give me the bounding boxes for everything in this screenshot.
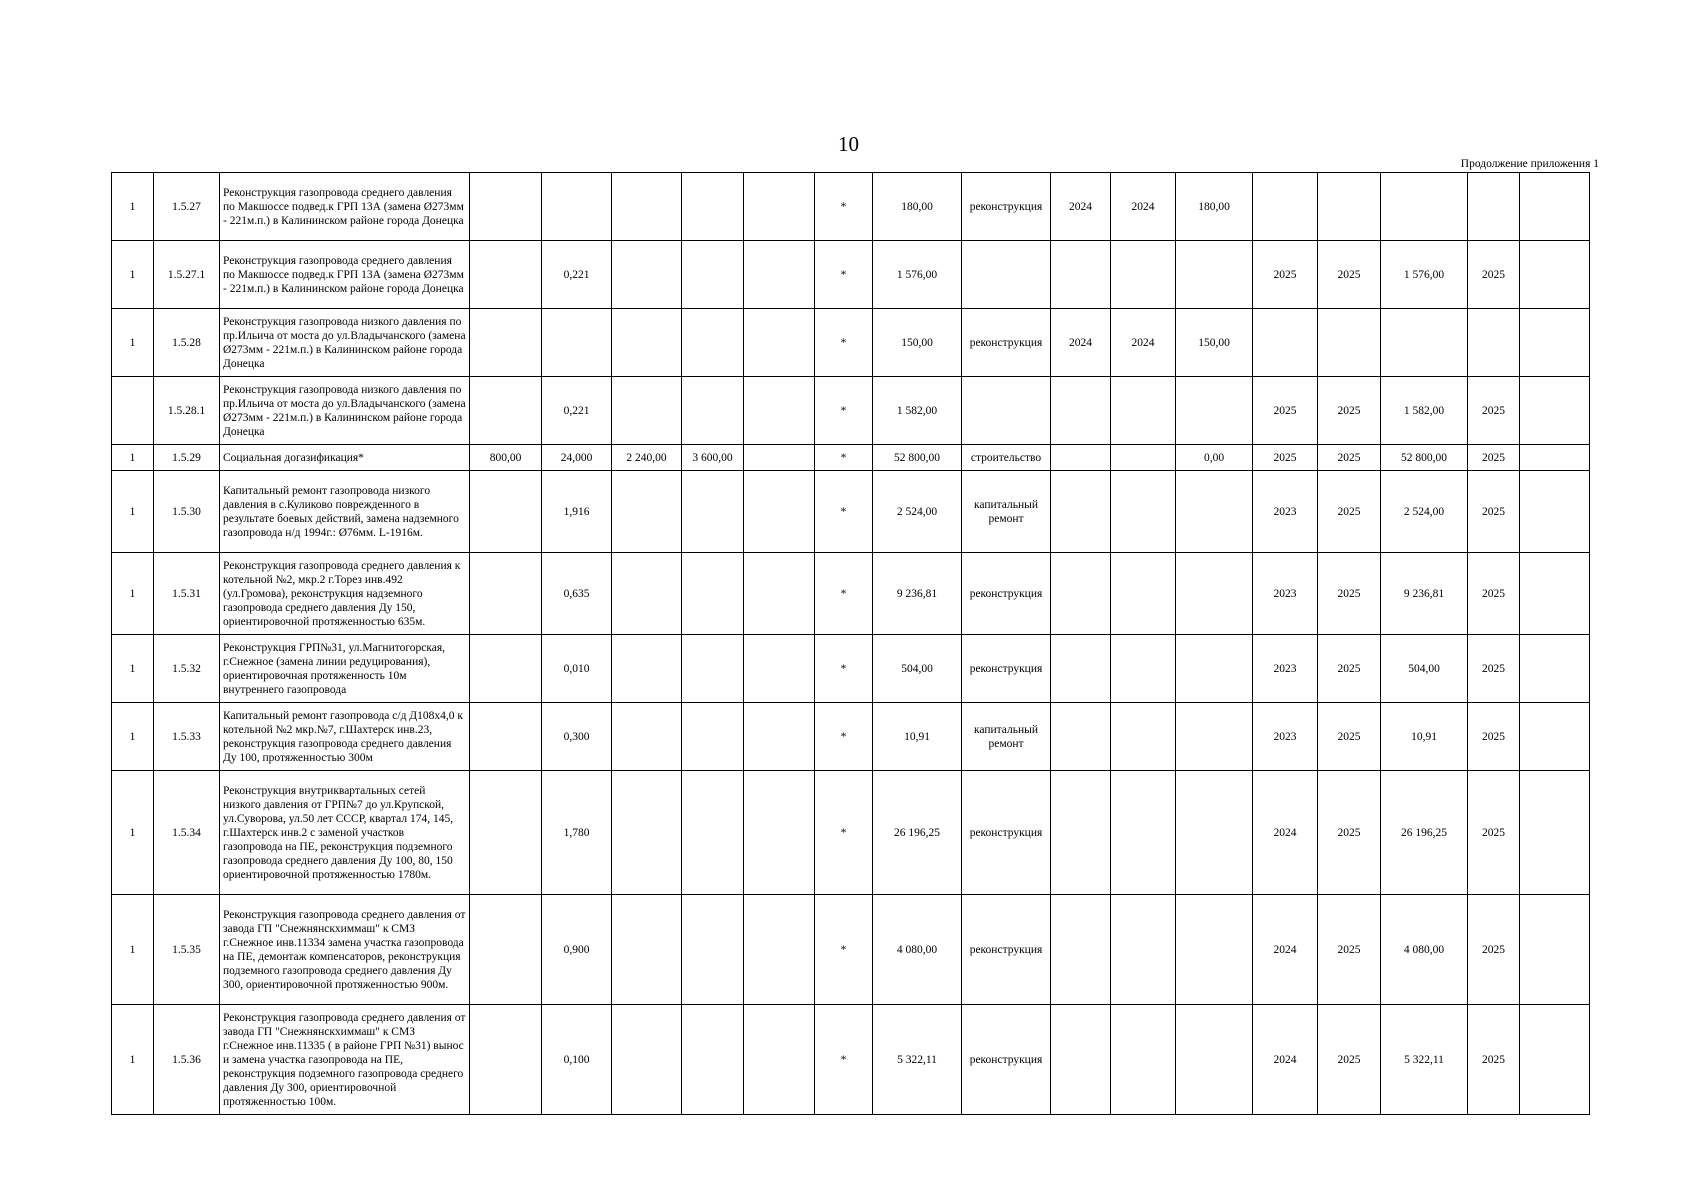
col15-cell: 2023: [1253, 635, 1318, 703]
description-cell: Социальная догазификация*: [220, 445, 470, 471]
col12-cell: [1051, 771, 1111, 895]
description-cell: Реконструкция газопровода среднего давления от завода ГП "Снежнянскхиммаш" к СМЗ г.Снежное инв.11335 ( в районе ГРП №31) вынос и замена участка газопровода на ПЕ, реконструкция подземного газопровода среднего давления Ду 300, ориентировочной протяженностью 100м.: [220, 1005, 470, 1115]
col17-cell: 5 322,11: [1381, 1005, 1468, 1115]
col19-cell: [1520, 895, 1590, 1005]
description-cell: Капитальный ремонт газопровода низкого давления в с.Куликово поврежденного в результате боевых действий, замена надземного газопровода н/д 1994г.: Ø76мм. L-1916м.: [220, 471, 470, 553]
col5-cell: 0,100: [542, 1005, 612, 1115]
investment-table: [111, 172, 1590, 1115]
page-number: 10: [838, 132, 859, 156]
col10-cell: 504,00: [873, 635, 962, 703]
col4-cell: [470, 377, 542, 445]
col6-cell: [612, 895, 682, 1005]
col4-cell: [470, 635, 542, 703]
table-row: [112, 771, 1590, 895]
col17-cell: 10,91: [1381, 703, 1468, 771]
table-row: [112, 241, 1590, 309]
col14-cell: [1176, 553, 1253, 635]
col6-cell: [612, 771, 682, 895]
col7-cell: [682, 1005, 744, 1115]
col9-cell: *: [815, 895, 873, 1005]
description-cell: Реконструкция газопровода среднего давления по Макшоссе подвед.к ГРП 13А (замена Ø273мм - 221м.п.) в Калининском районе города Донецка: [220, 173, 470, 241]
col14-cell: [1176, 471, 1253, 553]
col19-cell: [1520, 173, 1590, 241]
col12-cell: [1051, 445, 1111, 471]
col18-cell: 2025: [1468, 1005, 1520, 1115]
code-cell: 1.5.27: [154, 173, 220, 241]
col18-cell: [1468, 173, 1520, 241]
col18-cell: [1468, 309, 1520, 377]
col17-cell: [1381, 309, 1468, 377]
col8-cell: [744, 241, 815, 309]
table-row: [112, 553, 1590, 635]
col17-cell: 1 582,00: [1381, 377, 1468, 445]
col13-cell: [1111, 1005, 1176, 1115]
col9-cell: *: [815, 635, 873, 703]
table-row: [112, 309, 1590, 377]
code-cell: 1.5.36: [154, 1005, 220, 1115]
col12-cell: [1051, 241, 1111, 309]
code-cell: 1.5.28.1: [154, 377, 220, 445]
col19-cell: [1520, 771, 1590, 895]
col9-cell: *: [815, 771, 873, 895]
col17-cell: 4 080,00: [1381, 895, 1468, 1005]
description-cell: Реконструкция газопровода низкого давления по пр.Ильича от моста до ул.Владычанского (замена Ø273мм - 221м.п.) в Калининском районе города Донецка: [220, 309, 470, 377]
description-cell: Реконструкция газопровода среднего давления от завода ГП "Снежнянскхиммаш" к СМЗ г.Снежное инв.11334 замена участка газопровода на ПЕ, демонтаж компенсаторов, реконструкция подземного газопровода среднего давления Ду 300, ориентировочной протяженностью 900м.: [220, 895, 470, 1005]
col8-cell: [744, 445, 815, 471]
col10-cell: 1 582,00: [873, 377, 962, 445]
col15-cell: 2023: [1253, 553, 1318, 635]
table-row: [112, 1005, 1590, 1115]
col6-cell: [612, 553, 682, 635]
col15-cell: 2023: [1253, 471, 1318, 553]
col8-cell: [744, 173, 815, 241]
col12-cell: [1051, 377, 1111, 445]
col7-cell: [682, 471, 744, 553]
work-type-cell: реконструкция: [962, 771, 1051, 895]
col19-cell: [1520, 553, 1590, 635]
col9-cell: *: [815, 445, 873, 471]
col5-cell: [542, 309, 612, 377]
col15-cell: 2024: [1253, 771, 1318, 895]
group-cell: 1: [112, 895, 154, 1005]
col10-cell: 9 236,81: [873, 553, 962, 635]
col9-cell: *: [815, 377, 873, 445]
col17-cell: 2 524,00: [1381, 471, 1468, 553]
col12-cell: 2024: [1051, 173, 1111, 241]
col12-cell: [1051, 1005, 1111, 1115]
code-cell: 1.5.27.1: [154, 241, 220, 309]
table-row: [112, 895, 1590, 1005]
col19-cell: [1520, 635, 1590, 703]
col9-cell: *: [815, 553, 873, 635]
col4-cell: [470, 173, 542, 241]
group-cell: 1: [112, 241, 154, 309]
col9-cell: *: [815, 471, 873, 553]
description-cell: Реконструкция внутриквартальных сетей низкого давления от ГРП№7 до ул.Крупской, ул.Суворова, ул.50 лет СССР, квартал 174, 145, г.Шахтерск инв.2 с заменой участков газопровода на ПЕ, реконструкция подземного газопровода среднего давления Ду 100, 80, 150 ориентировочной протяженностью 1780м.: [220, 771, 470, 895]
col10-cell: 4 080,00: [873, 895, 962, 1005]
work-type-cell: реконструкция: [962, 173, 1051, 241]
group-cell: 1: [112, 309, 154, 377]
col9-cell: *: [815, 173, 873, 241]
col18-cell: 2025: [1468, 445, 1520, 471]
col18-cell: 2025: [1468, 553, 1520, 635]
col19-cell: [1520, 377, 1590, 445]
col19-cell: [1520, 445, 1590, 471]
col9-cell: *: [815, 241, 873, 309]
col6-cell: [612, 703, 682, 771]
group-cell: [112, 377, 154, 445]
col17-cell: 1 576,00: [1381, 241, 1468, 309]
col7-cell: 3 600,00: [682, 445, 744, 471]
col16-cell: 2025: [1318, 771, 1381, 895]
code-cell: 1.5.34: [154, 771, 220, 895]
col5-cell: 24,000: [542, 445, 612, 471]
col6-cell: [612, 173, 682, 241]
col6-cell: 2 240,00: [612, 445, 682, 471]
col16-cell: 2025: [1318, 635, 1381, 703]
work-type-cell: [962, 241, 1051, 309]
col19-cell: [1520, 241, 1590, 309]
col19-cell: [1520, 1005, 1590, 1115]
continuation-note: Продолжение приложения 1: [1460, 158, 1599, 170]
description-cell: Реконструкция газопровода низкого давления по пр.Ильича от моста до ул.Владычанского (замена Ø273мм - 221м.п.) в Калининском районе города Донецка: [220, 377, 470, 445]
col13-cell: 2024: [1111, 173, 1176, 241]
col10-cell: 5 322,11: [873, 1005, 962, 1115]
col5-cell: 0,010: [542, 635, 612, 703]
table-body: [112, 173, 1590, 1115]
col5-cell: 0,300: [542, 703, 612, 771]
col14-cell: 150,00: [1176, 309, 1253, 377]
col6-cell: [612, 377, 682, 445]
table-row: [112, 471, 1590, 553]
col18-cell: 2025: [1468, 703, 1520, 771]
col4-cell: [470, 895, 542, 1005]
col4-cell: [470, 771, 542, 895]
code-cell: 1.5.30: [154, 471, 220, 553]
code-cell: 1.5.33: [154, 703, 220, 771]
col6-cell: [612, 241, 682, 309]
col16-cell: 2025: [1318, 377, 1381, 445]
col8-cell: [744, 703, 815, 771]
col17-cell: [1381, 173, 1468, 241]
col16-cell: 2025: [1318, 445, 1381, 471]
col13-cell: [1111, 241, 1176, 309]
col12-cell: [1051, 895, 1111, 1005]
table-row: [112, 635, 1590, 703]
group-cell: 1: [112, 445, 154, 471]
col5-cell: 0,221: [542, 241, 612, 309]
col14-cell: [1176, 1005, 1253, 1115]
col10-cell: 2 524,00: [873, 471, 962, 553]
col19-cell: [1520, 471, 1590, 553]
col10-cell: 26 196,25: [873, 771, 962, 895]
table-row: [112, 173, 1590, 241]
col13-cell: [1111, 771, 1176, 895]
col16-cell: 2025: [1318, 1005, 1381, 1115]
group-cell: 1: [112, 703, 154, 771]
col4-cell: [470, 241, 542, 309]
col18-cell: 2025: [1468, 895, 1520, 1005]
description-cell: Реконструкция газопровода среднего давления к котельной №2, мкр.2 г.Торез инв.492 (ул.Громова), реконструкция надземного газопровода среднего давления Ду 150, ориентировочной протяженностью 635м.: [220, 553, 470, 635]
col7-cell: [682, 173, 744, 241]
col14-cell: 180,00: [1176, 173, 1253, 241]
col18-cell: 2025: [1468, 471, 1520, 553]
col14-cell: [1176, 895, 1253, 1005]
group-cell: 1: [112, 173, 154, 241]
col8-cell: [744, 771, 815, 895]
code-cell: 1.5.35: [154, 895, 220, 1005]
work-type-cell: реконструкция: [962, 1005, 1051, 1115]
work-type-cell: строительство: [962, 445, 1051, 471]
col12-cell: [1051, 471, 1111, 553]
col5-cell: 0,221: [542, 377, 612, 445]
col4-cell: [470, 471, 542, 553]
col4-cell: 800,00: [470, 445, 542, 471]
col15-cell: 2025: [1253, 445, 1318, 471]
col12-cell: [1051, 635, 1111, 703]
col5-cell: 0,635: [542, 553, 612, 635]
col12-cell: [1051, 703, 1111, 771]
col14-cell: [1176, 377, 1253, 445]
col8-cell: [744, 1005, 815, 1115]
col7-cell: [682, 635, 744, 703]
group-cell: 1: [112, 553, 154, 635]
col13-cell: [1111, 471, 1176, 553]
col16-cell: [1318, 309, 1381, 377]
work-type-cell: капитальный ремонт: [962, 703, 1051, 771]
col16-cell: [1318, 173, 1381, 241]
code-cell: 1.5.29: [154, 445, 220, 471]
col15-cell: 2025: [1253, 377, 1318, 445]
col7-cell: [682, 309, 744, 377]
col6-cell: [612, 635, 682, 703]
col10-cell: 1 576,00: [873, 241, 962, 309]
col13-cell: 2024: [1111, 309, 1176, 377]
description-cell: Реконструкция газопровода среднего давления по Макшоссе подвед.к ГРП 13А (замена Ø273мм - 221м.п.) в Калининском районе города Донецка: [220, 241, 470, 309]
group-cell: 1: [112, 471, 154, 553]
col7-cell: [682, 241, 744, 309]
description-cell: Капитальный ремонт газопровода с/д Д108х4,0 к котельной №2 мкр.№7, г.Шахтерск инв.23, реконструкция газопровода среднего давления Ду 100, протяженностью 300м: [220, 703, 470, 771]
col15-cell: [1253, 309, 1318, 377]
col14-cell: [1176, 241, 1253, 309]
col15-cell: [1253, 173, 1318, 241]
col13-cell: [1111, 445, 1176, 471]
table-row: [112, 377, 1590, 445]
col5-cell: 1,916: [542, 471, 612, 553]
col16-cell: 2025: [1318, 471, 1381, 553]
col10-cell: 150,00: [873, 309, 962, 377]
col6-cell: [612, 471, 682, 553]
group-cell: 1: [112, 1005, 154, 1115]
col8-cell: [744, 471, 815, 553]
col4-cell: [470, 553, 542, 635]
col10-cell: 180,00: [873, 173, 962, 241]
col13-cell: [1111, 895, 1176, 1005]
col16-cell: 2025: [1318, 553, 1381, 635]
work-type-cell: реконструкция: [962, 895, 1051, 1005]
col9-cell: *: [815, 1005, 873, 1115]
table-row: [112, 445, 1590, 471]
col7-cell: [682, 771, 744, 895]
col9-cell: *: [815, 703, 873, 771]
col8-cell: [744, 635, 815, 703]
col15-cell: 2025: [1253, 241, 1318, 309]
code-cell: 1.5.31: [154, 553, 220, 635]
col7-cell: [682, 895, 744, 1005]
col14-cell: [1176, 771, 1253, 895]
col17-cell: 26 196,25: [1381, 771, 1468, 895]
col18-cell: 2025: [1468, 377, 1520, 445]
col13-cell: [1111, 377, 1176, 445]
work-type-cell: капитальный ремонт: [962, 471, 1051, 553]
col14-cell: [1176, 703, 1253, 771]
col13-cell: [1111, 553, 1176, 635]
col18-cell: 2025: [1468, 635, 1520, 703]
col5-cell: 0,900: [542, 895, 612, 1005]
col16-cell: 2025: [1318, 703, 1381, 771]
col19-cell: [1520, 703, 1590, 771]
col5-cell: [542, 173, 612, 241]
col5-cell: 1,780: [542, 771, 612, 895]
col8-cell: [744, 895, 815, 1005]
col14-cell: [1176, 635, 1253, 703]
col17-cell: 52 800,00: [1381, 445, 1468, 471]
col13-cell: [1111, 703, 1176, 771]
col10-cell: 52 800,00: [873, 445, 962, 471]
group-cell: 1: [112, 635, 154, 703]
col18-cell: 2025: [1468, 771, 1520, 895]
group-cell: 1: [112, 771, 154, 895]
col7-cell: [682, 377, 744, 445]
col15-cell: 2024: [1253, 895, 1318, 1005]
work-type-cell: реконструкция: [962, 553, 1051, 635]
code-cell: 1.5.32: [154, 635, 220, 703]
col12-cell: 2024: [1051, 309, 1111, 377]
col6-cell: [612, 309, 682, 377]
col8-cell: [744, 309, 815, 377]
col12-cell: [1051, 553, 1111, 635]
col9-cell: *: [815, 309, 873, 377]
description-cell: Реконструкция ГРП№31, ул.Магнитогорская, г.Снежное (замена линии редуцирования), ориентировочная протяженность 10м внутреннего газопровода: [220, 635, 470, 703]
work-type-cell: [962, 377, 1051, 445]
col4-cell: [470, 1005, 542, 1115]
col15-cell: 2023: [1253, 703, 1318, 771]
col16-cell: 2025: [1318, 895, 1381, 1005]
col6-cell: [612, 1005, 682, 1115]
col17-cell: 9 236,81: [1381, 553, 1468, 635]
code-cell: 1.5.28: [154, 309, 220, 377]
col7-cell: [682, 703, 744, 771]
col4-cell: [470, 703, 542, 771]
col8-cell: [744, 377, 815, 445]
col17-cell: 504,00: [1381, 635, 1468, 703]
col7-cell: [682, 553, 744, 635]
col18-cell: 2025: [1468, 241, 1520, 309]
col15-cell: 2024: [1253, 1005, 1318, 1115]
col19-cell: [1520, 309, 1590, 377]
col4-cell: [470, 309, 542, 377]
work-type-cell: реконструкция: [962, 309, 1051, 377]
col13-cell: [1111, 635, 1176, 703]
work-type-cell: реконструкция: [962, 635, 1051, 703]
table-row: [112, 703, 1590, 771]
col14-cell: 0,00: [1176, 445, 1253, 471]
col16-cell: 2025: [1318, 241, 1381, 309]
col10-cell: 10,91: [873, 703, 962, 771]
col8-cell: [744, 553, 815, 635]
